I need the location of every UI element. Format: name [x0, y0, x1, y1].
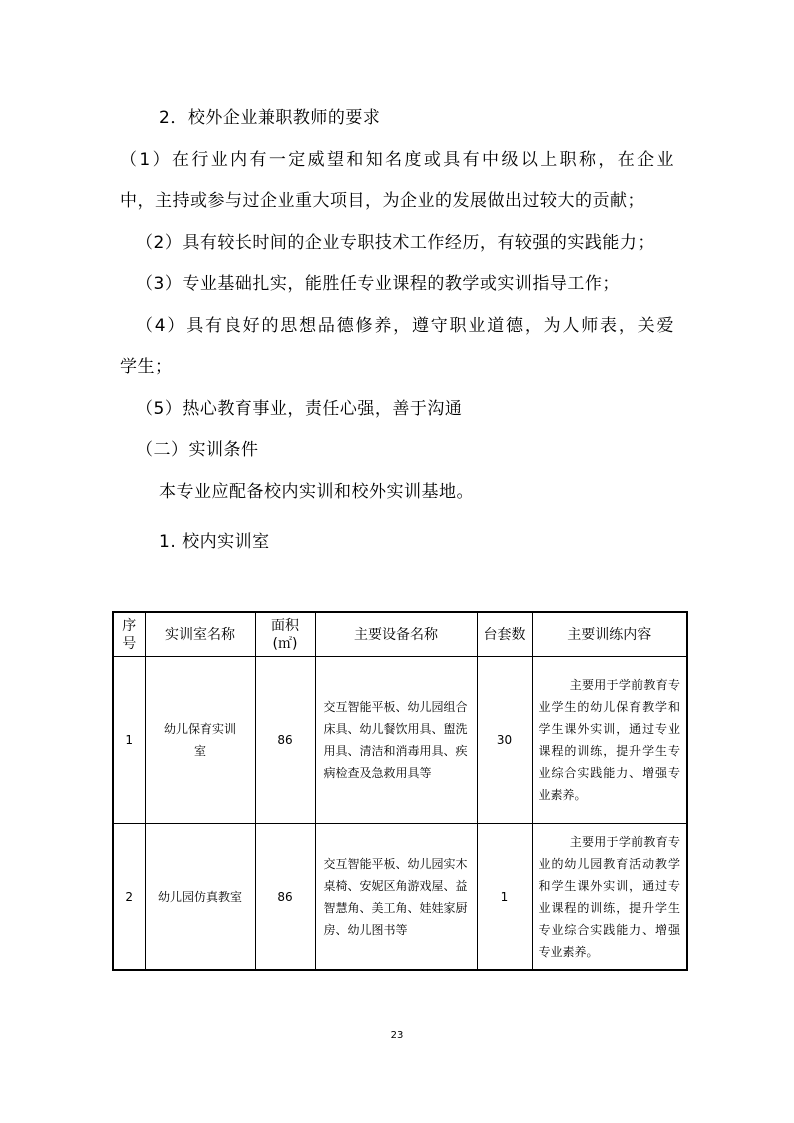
table-row	[113, 657, 687, 824]
cell-room-name: 幼儿保育实训 室	[145, 657, 255, 824]
header-no: 序 号	[113, 612, 145, 657]
cell-no: 1	[113, 657, 145, 824]
cell-area: 86	[255, 657, 315, 824]
requirement-4-line-2: 学生；	[120, 357, 173, 377]
header-area: 面积 (㎡)	[255, 612, 315, 657]
header-training-content: 主要训练内容	[532, 612, 687, 657]
cell-area: 86	[255, 824, 315, 971]
requirement-4-line-1: （4）具有良好的思想品德修养，遵守职业道德，为人师表，关爱	[136, 316, 674, 336]
page-number: 23	[390, 1030, 404, 1041]
table-header-row	[113, 612, 687, 657]
cell-training-content: 主要用于学前教育专业学生的幼儿保育教学和学生课外实训，通过专业课程的训练，提升学生专业综合实践能力、增强专业素养。	[532, 657, 687, 824]
requirement-5: （5）热心教育事业，责任心强，善于沟通	[136, 399, 463, 419]
cell-equipment: 交互智能平板、幼儿园实木桌椅、安妮区角游戏屋、益智慧角、美工角、娃娃家厨房、幼儿图书等	[315, 824, 477, 971]
header-equipment: 主要设备名称	[315, 612, 477, 657]
cell-sets: 1	[477, 824, 532, 971]
section-heading-training-conditions: （二）实训条件	[136, 440, 259, 460]
training-room-table	[112, 611, 688, 971]
cell-sets: 30	[477, 657, 532, 824]
requirement-1-line-1: （1）在行业内有一定威望和知名度或具有中级以上职称，在企业	[120, 150, 674, 170]
table-row	[113, 824, 687, 971]
requirement-1-line-2: 中，主持或参与过企业重大项目，为企业的发展做出过较大的贡献；	[120, 191, 645, 211]
cell-room-name: 幼儿园仿真教室	[145, 824, 255, 971]
header-sets: 台套数	[477, 612, 532, 657]
cell-training-content: 主要用于学前教育专业的幼儿园教育活动教学和学生课外实训，通过专业课程的训练，提升学生专业综合实践能力、增强专业素养。	[532, 824, 687, 971]
cell-equipment: 交互智能平板、幼儿园组合床具、幼儿餐饮用具、盥洗用具、清洁和消毒用具、疾病检查及急救用具等	[315, 657, 477, 824]
requirement-2: （2）具有较长时间的企业专职技术工作经历，有较强的实践能力；	[136, 233, 655, 253]
training-intro: 本专业应配备校内实训和校外实训基地。	[159, 482, 474, 502]
heading-part-time-teacher-requirements: 2．校外企业兼职教师的要求	[159, 108, 381, 128]
header-room-name: 实训室名称	[145, 612, 255, 657]
subheading-campus-training-rooms: 1. 校内实训室	[159, 532, 270, 552]
cell-no: 2	[113, 824, 145, 971]
requirement-3: （3）专业基础扎实，能胜任专业课程的教学或实训指导工作；	[136, 274, 620, 294]
